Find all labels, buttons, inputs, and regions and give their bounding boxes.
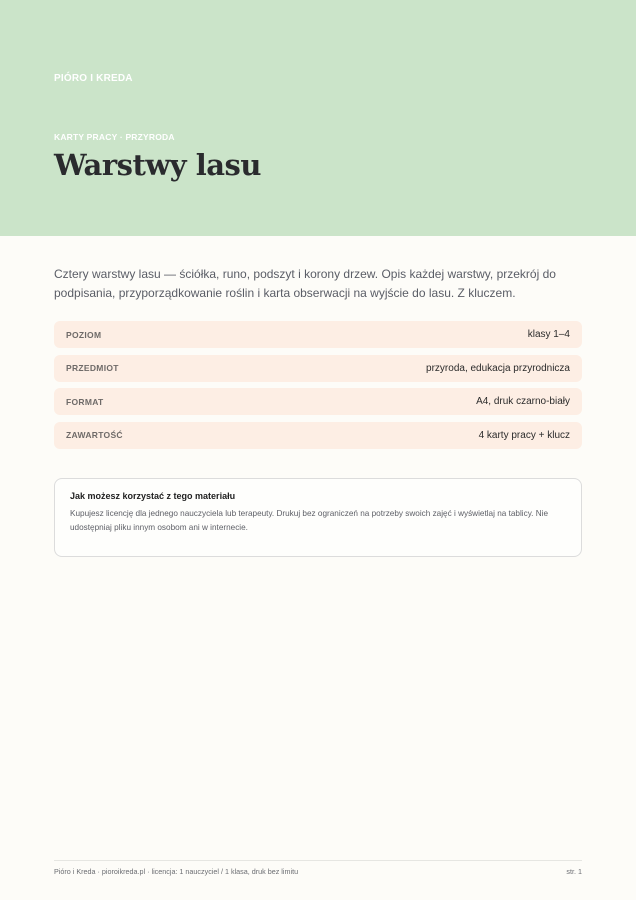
page-title: Warstwy lasu	[54, 148, 261, 182]
meta-row-format	[54, 388, 582, 415]
meta-value: A4, druk czarno-biały	[476, 396, 570, 407]
footer-info: Pióro i Kreda · pioroikreda.pl · licencja: 1 nauczyciel / 1 klasa, druk bez limitu	[54, 867, 299, 876]
meta-row-level	[54, 321, 582, 348]
meta-value: klasy 1–4	[527, 329, 570, 340]
page-footer	[54, 860, 582, 876]
brand-name: PIÓRO I KREDA	[54, 73, 133, 84]
page-number: str. 1	[566, 867, 582, 876]
meta-key: PRZEDMIOT	[66, 363, 119, 373]
meta-value: przyroda, edukacja przyrodnicza	[426, 362, 570, 374]
meta-key: POZIOM	[66, 329, 102, 340]
meta-key: ZAWARTOŚĆ	[66, 430, 123, 440]
meta-row-subject	[54, 355, 582, 382]
meta-key: FORMAT	[66, 396, 104, 407]
license-text: Kupujesz licencję dla jednego nauczyciela lub terapeuty. Drukuj bez ograniczeń na potrzeby swoich zajęć i wyświetlaj na tablicy. Nie udostępniaj pliku innym osobom ani w internecie.	[70, 509, 549, 532]
category-kicker: KARTY PRACY · PRZYRODA	[54, 132, 175, 142]
license-box	[54, 478, 582, 557]
intro-description: Cztery warstwy lasu — ściółka, runo, podszyt i korony drzew. Opis każdej warstwy, przekrój do podpisania, przyporządkowanie roślin i karta obserwacji na wyjście do lasu. Z kluczem.	[54, 267, 556, 300]
meta-list	[54, 321, 582, 455]
header-banner	[0, 0, 636, 236]
meta-value: 4 karty pracy + klucz	[478, 429, 570, 441]
meta-row-contents	[54, 422, 582, 449]
license-title: Jak możesz korzystać z tego materiału	[70, 491, 236, 501]
